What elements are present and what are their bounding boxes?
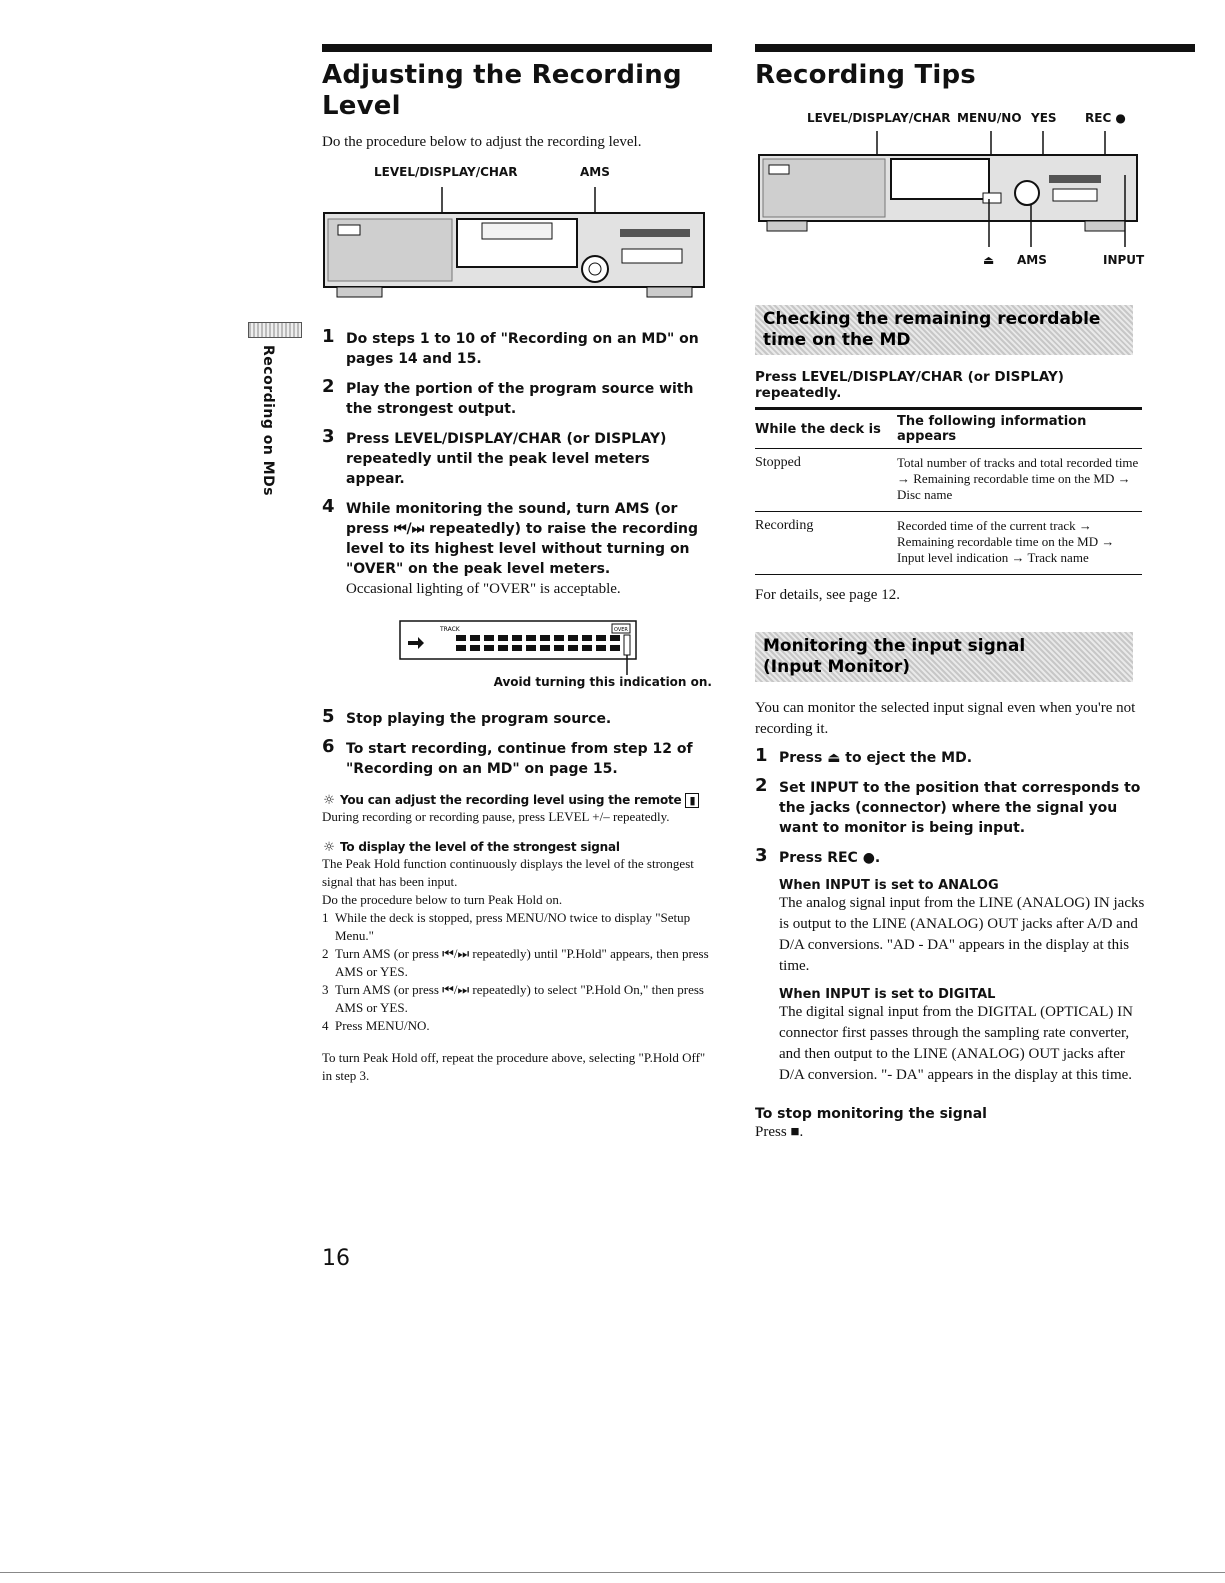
label-menu-no: MENU/NO xyxy=(957,111,1022,125)
title-rule-right xyxy=(755,44,1195,52)
input-monitor-steps xyxy=(755,745,1150,868)
page-title-right: Recording Tips xyxy=(755,60,976,90)
step-6: 6 To start recording, continue from step 12 of "Recording on an MD" on page 15. xyxy=(322,736,693,777)
sidebar-section-label: Recording on MDs xyxy=(260,345,276,497)
tip-peak-text-2: Do the procedure below to turn Peak Hold on. xyxy=(322,892,563,907)
table-cell: Recorded time of the current track → Remaining recordable time on the MD → Input level indication → Track name xyxy=(897,512,1142,575)
page-number: 16 xyxy=(322,1246,350,1271)
monitor-step-2: 2 Set INPUT to the position that corresponds to the jacks (connector) where the signal you want to monitor is being input. xyxy=(755,775,1141,836)
tip-peak-text-1: The Peak Hold function continuously displays the level of the strongest signal that has been input. xyxy=(322,856,694,889)
instruction-press-level: Press LEVEL/DISPLAY/CHAR (or DISPLAY) repeatedly. xyxy=(755,369,1064,401)
step-3: 3 Press LEVEL/DISPLAY/CHAR (or DISPLAY) repeatedly until the peak level meters appear. xyxy=(322,426,667,487)
lightbulb-icon: ☼ xyxy=(323,840,335,855)
label-ams: AMS xyxy=(580,165,610,179)
label-level-display-char-r: LEVEL/DISPLAY/CHAR xyxy=(807,111,951,125)
right-column xyxy=(755,44,1150,1143)
tip-peak-step-1: 1 While the deck is stopped, press MENU/NO twice to display "Setup Menu." xyxy=(322,910,691,943)
tip-peak-footer: To turn Peak Hold off, repeat the procedure above, selecting "P.Hold Off" in step 3. xyxy=(322,1050,706,1083)
stop-text: Press ■. xyxy=(755,1124,804,1140)
stop-heading: To stop monitoring the signal xyxy=(755,1106,987,1122)
meter-over-label: OVER xyxy=(614,627,628,633)
step-1: 1 Do steps 1 to 10 of "Recording on an MD" on pages 14 and 15. xyxy=(322,326,699,367)
banner-input-monitor: Monitoring the input signal (Input Monitor) xyxy=(755,632,1133,682)
table-cell: Stopped xyxy=(755,449,897,512)
banner-remaining-time: Checking the remaining recordable time on the MD xyxy=(755,305,1133,355)
tip-peak-step-4: 4 Press MENU/NO. xyxy=(322,1018,430,1033)
deck-illustration xyxy=(322,183,712,313)
deck-figure-left xyxy=(322,165,712,315)
title-rule xyxy=(322,44,712,52)
label-ams-r: AMS xyxy=(1017,253,1047,267)
label-rec: REC ● xyxy=(1085,111,1126,125)
table-header: The following information appears xyxy=(897,409,1142,449)
tip-peak-step-2: 2 Turn AMS (or press ⏮/⏭ repeatedly) until "P.Hold" appears, then press AMS or YES. xyxy=(322,946,709,979)
monitor-step-3: 3 Press REC ●. xyxy=(755,845,881,866)
meter-caption: Avoid turning this indication on. xyxy=(493,675,712,689)
step-2: 2 Play the portion of the program source with the strongest output. xyxy=(322,376,694,417)
step-4: 4 While monitoring the sound, turn AMS (or press ⏮/⏭ repeatedly) to raise the recording level to its highest level without turning on "OVER" on the peak level meters. Occasional lighting of "OVER" is acceptable. xyxy=(322,499,712,599)
analog-block xyxy=(755,878,1150,1086)
label-input: INPUT xyxy=(1103,253,1145,267)
tip-remote-heading: You can adjust the recording level using the remote xyxy=(339,793,682,807)
analog-text: The analog signal input from the LINE (ANALOG) IN jacks is output to the LINE (ANALOG) OUT jacks after A/D and D/A conversions. "AD - DA" appears in the display at this time. xyxy=(779,895,1145,974)
page-title-left: Adjusting the Recording Level xyxy=(322,60,682,121)
monitor-step-1: 1 Press ⏏ to eject the MD. xyxy=(755,745,973,766)
step-5: 5 Stop playing the program source. xyxy=(322,706,612,727)
steps-list xyxy=(322,326,712,599)
bottom-divider xyxy=(0,1572,1225,1573)
table-header: While the deck is xyxy=(755,409,897,449)
label-level-display-char: LEVEL/DISPLAY/CHAR xyxy=(374,165,518,179)
table-cell: Total number of tracks and total recorded time → Remaining recordable time on the MD → Disc name xyxy=(897,449,1142,512)
table-header-row xyxy=(755,409,1142,449)
lightbulb-icon: ☼ xyxy=(323,793,335,808)
deck-figure-right xyxy=(755,111,1150,291)
intro-text: Do the procedure below to adjust the recording level. xyxy=(322,134,642,150)
step-4-note: Occasional lighting of "OVER" is acceptable. xyxy=(346,581,621,597)
digital-text: The digital signal input from the DIGITAL (OPTICAL) IN connector first passes through the sampling rate converter, and then output to the LINE (ANALOG) OUT jacks after D/A conversion. "- DA" appears in the display at this time. xyxy=(779,1004,1134,1083)
table-cell: Recording xyxy=(755,512,897,575)
details-text: For details, see page 12. xyxy=(755,587,900,603)
sidebar-tab xyxy=(248,322,302,338)
digital-heading: When INPUT is set to DIGITAL xyxy=(779,987,996,1002)
info-table xyxy=(755,407,1142,575)
left-column xyxy=(322,44,712,1085)
table-row xyxy=(755,512,1142,575)
meter-track-label: TRACK xyxy=(440,626,460,633)
input-monitor-intro: You can monitor the selected input signal even when you're not recording it. xyxy=(755,700,1136,737)
steps-list-2 xyxy=(322,706,712,779)
tip-remote-text: During recording or recording pause, press LEVEL +/– repeatedly. xyxy=(322,809,670,824)
table-row xyxy=(755,449,1142,512)
tip-peak-heading: To display the level of the strongest signal xyxy=(339,840,620,854)
label-yes: YES xyxy=(1031,111,1057,125)
tip-peak-hold xyxy=(322,840,712,1085)
remote-icon: ▮ xyxy=(685,793,699,808)
analog-heading: When INPUT is set to ANALOG xyxy=(779,878,999,893)
tip-remote xyxy=(322,793,712,826)
eject-icon: ⏏ xyxy=(983,253,995,267)
peak-meter-figure xyxy=(322,615,712,709)
deck-illustration-right xyxy=(755,127,1150,267)
tip-peak-step-3: 3 Turn AMS (or press ⏮/⏭ repeatedly) to select "P.Hold On," then press AMS or YES. xyxy=(322,982,704,1015)
